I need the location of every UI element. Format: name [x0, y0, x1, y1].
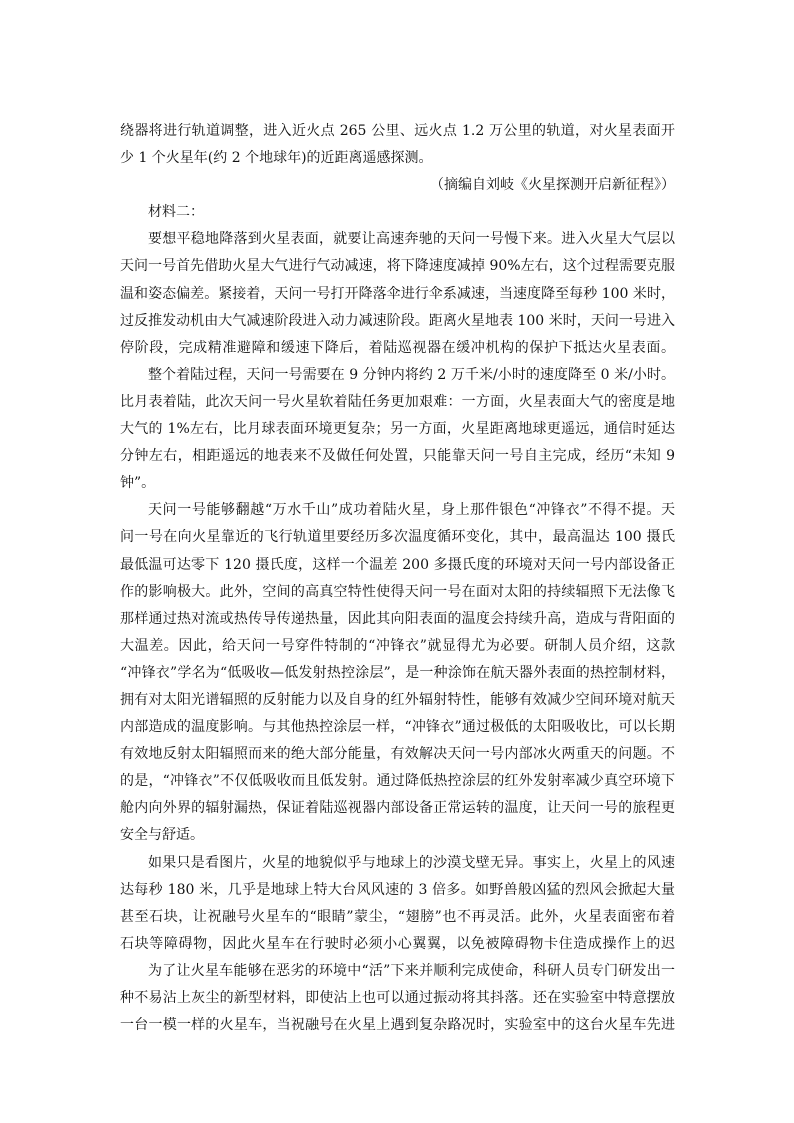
- text-line: 材料二：: [148, 204, 204, 221]
- text-line: 的是，“冲锋衣”不仅低吸收而且低发射。通过降低热控涂层的红外发射率减少真空环境下: [120, 773, 675, 790]
- text-line: 一台一模一样的火星车，当祝融号在火星上遇到复杂路况时，实验室中的这台火星车先进: [120, 1017, 675, 1034]
- text-line: 分钟左右，相距遥远的地表来不及做任何处置，只能靠天问一号自主完成，经历“未知 9: [120, 448, 675, 465]
- text-line: 石块等障碍物，因此火星车在行驶时必须小心翼翼，以免被障碍物卡住造成操作上的迟: [120, 935, 675, 952]
- text-line: 安全与舒适。: [120, 827, 204, 844]
- text-line: 停阶段，完成精准避障和缓速下降后，着陆巡视器在缓冲机构的保护下抵达火星表面。: [120, 339, 675, 356]
- text-line: 大气的 1%左右，比月球表面环境更复杂；另一方面，火星距离地球更遥远，通信时延达: [120, 421, 675, 438]
- text-line: 达每秒 180 米，几乎是地球上特大台风风速的 3 倍多。如野兽般凶猛的烈风会掀起大量: [120, 881, 675, 898]
- text-line: 为了让火星车能够在恶劣的环境中“活”下来并顺利完成使命，科研人员专门研发出一: [148, 962, 675, 979]
- text-line: 甚至石块，让祝融号火星车的“眼睛”蒙尘，“翅膀”也不再灵活。此外，火星表面密布着: [120, 908, 675, 925]
- text-line: 问一号在向火星靠近的飞行轨道里要经历多次温度循环变化，其中，最高温达 100 摄氏: [120, 529, 675, 546]
- text-line: 钟”。: [120, 475, 156, 492]
- text-line: 如果只是看图片，火星的地貌似乎与地球上的沙漠戈壁无异。事实上，火星上的风速: [148, 854, 675, 871]
- text-line: 种不易沾上灰尘的新型材料，即使沾上也可以通过振动将其抖落。还在实验室中特意摆放: [120, 990, 675, 1006]
- text-line: “冲锋衣”学名为“低吸收—低发射热控涂层”，是一种涂饰在航天器外表面的热控制材料，: [120, 664, 675, 681]
- text-line: 有效地反射太阳辐照而来的绝大部分能量，有效解决天问一号内部冰火两重天的问题。不: [120, 746, 675, 763]
- text-line: 内部造成的温度影响。与其他热控涂层一样，“冲锋衣”通过极低的太阳吸收比，可以长期: [120, 719, 675, 736]
- text-line: （摘编自刘岐《火星探测开启新征程》）: [430, 177, 675, 194]
- text-line: 拥有对太阳光谱辐照的反射能力以及自身的红外辐射特性，能够有效减少空间环境对航天: [120, 691, 675, 708]
- text-line: 整个着陆过程，天问一号需要在 9 分钟内将约 2 万千米/小时的速度降至 0 米/小时。: [148, 366, 675, 383]
- text-line: 绕器将进行轨道调整，进入近火点 265 公里、远火点 1.2 万公里的轨道，对火星表面开: [120, 123, 675, 139]
- text-line: 作的影响极大。此外，空间的高真空特性使得天问一号在面对太阳的持续辐照下无法像飞: [120, 583, 675, 600]
- text-line: 大温差。因此，给天问一号穿件特制的“冲锋衣”就显得尤为必要。研制人员介绍，这款: [120, 637, 675, 654]
- text-line: 舱内向外界的辐射漏热，保证着陆巡视器内部设备正常运转的温度，让天问一号的旅程更: [120, 800, 675, 817]
- text-line: 要想平稳地降落到火星表面，就要让高速奔驰的天问一号慢下来。进入火星大气层以: [148, 231, 675, 248]
- text-line: 比月表着陆，此次天问一号火星软着陆任务更加艰难：一方面，火星表面大气的密度是地: [120, 393, 675, 410]
- text-line: 少 1 个火星年(约 2 个地球年)的近距离遥感探测。: [120, 150, 433, 167]
- text-line: 天问一号能够翻越“万水千山”成功着陆火星，身上那件银色“冲锋衣”不得不提。天: [148, 502, 675, 519]
- document-body: [120, 118, 675, 1039]
- text-line: 天问一号首先借助火星大气进行气动减速，将下降速度减掉 90%左右，这个过程需要克服: [120, 258, 675, 275]
- text-line: 那样通过热对流或热传导传递热量，因此其向阳表面的温度会持续升高，造成与背阳面的: [120, 610, 675, 627]
- text-line: 温和姿态偏差。紧接着，天问一号打开降落伞进行伞系减速，当速度降至每秒 100 米时，: [120, 285, 675, 302]
- text-line: 最低温可达零下 120 摄氏度，这样一个温差 200 多摄氏度的环境对天问一号内部设备正: [120, 556, 675, 573]
- text-line: 过反推发动机由大气减速阶段进入动力减速阶段。距离火星地表 100 米时，天问一号进入: [120, 312, 675, 329]
